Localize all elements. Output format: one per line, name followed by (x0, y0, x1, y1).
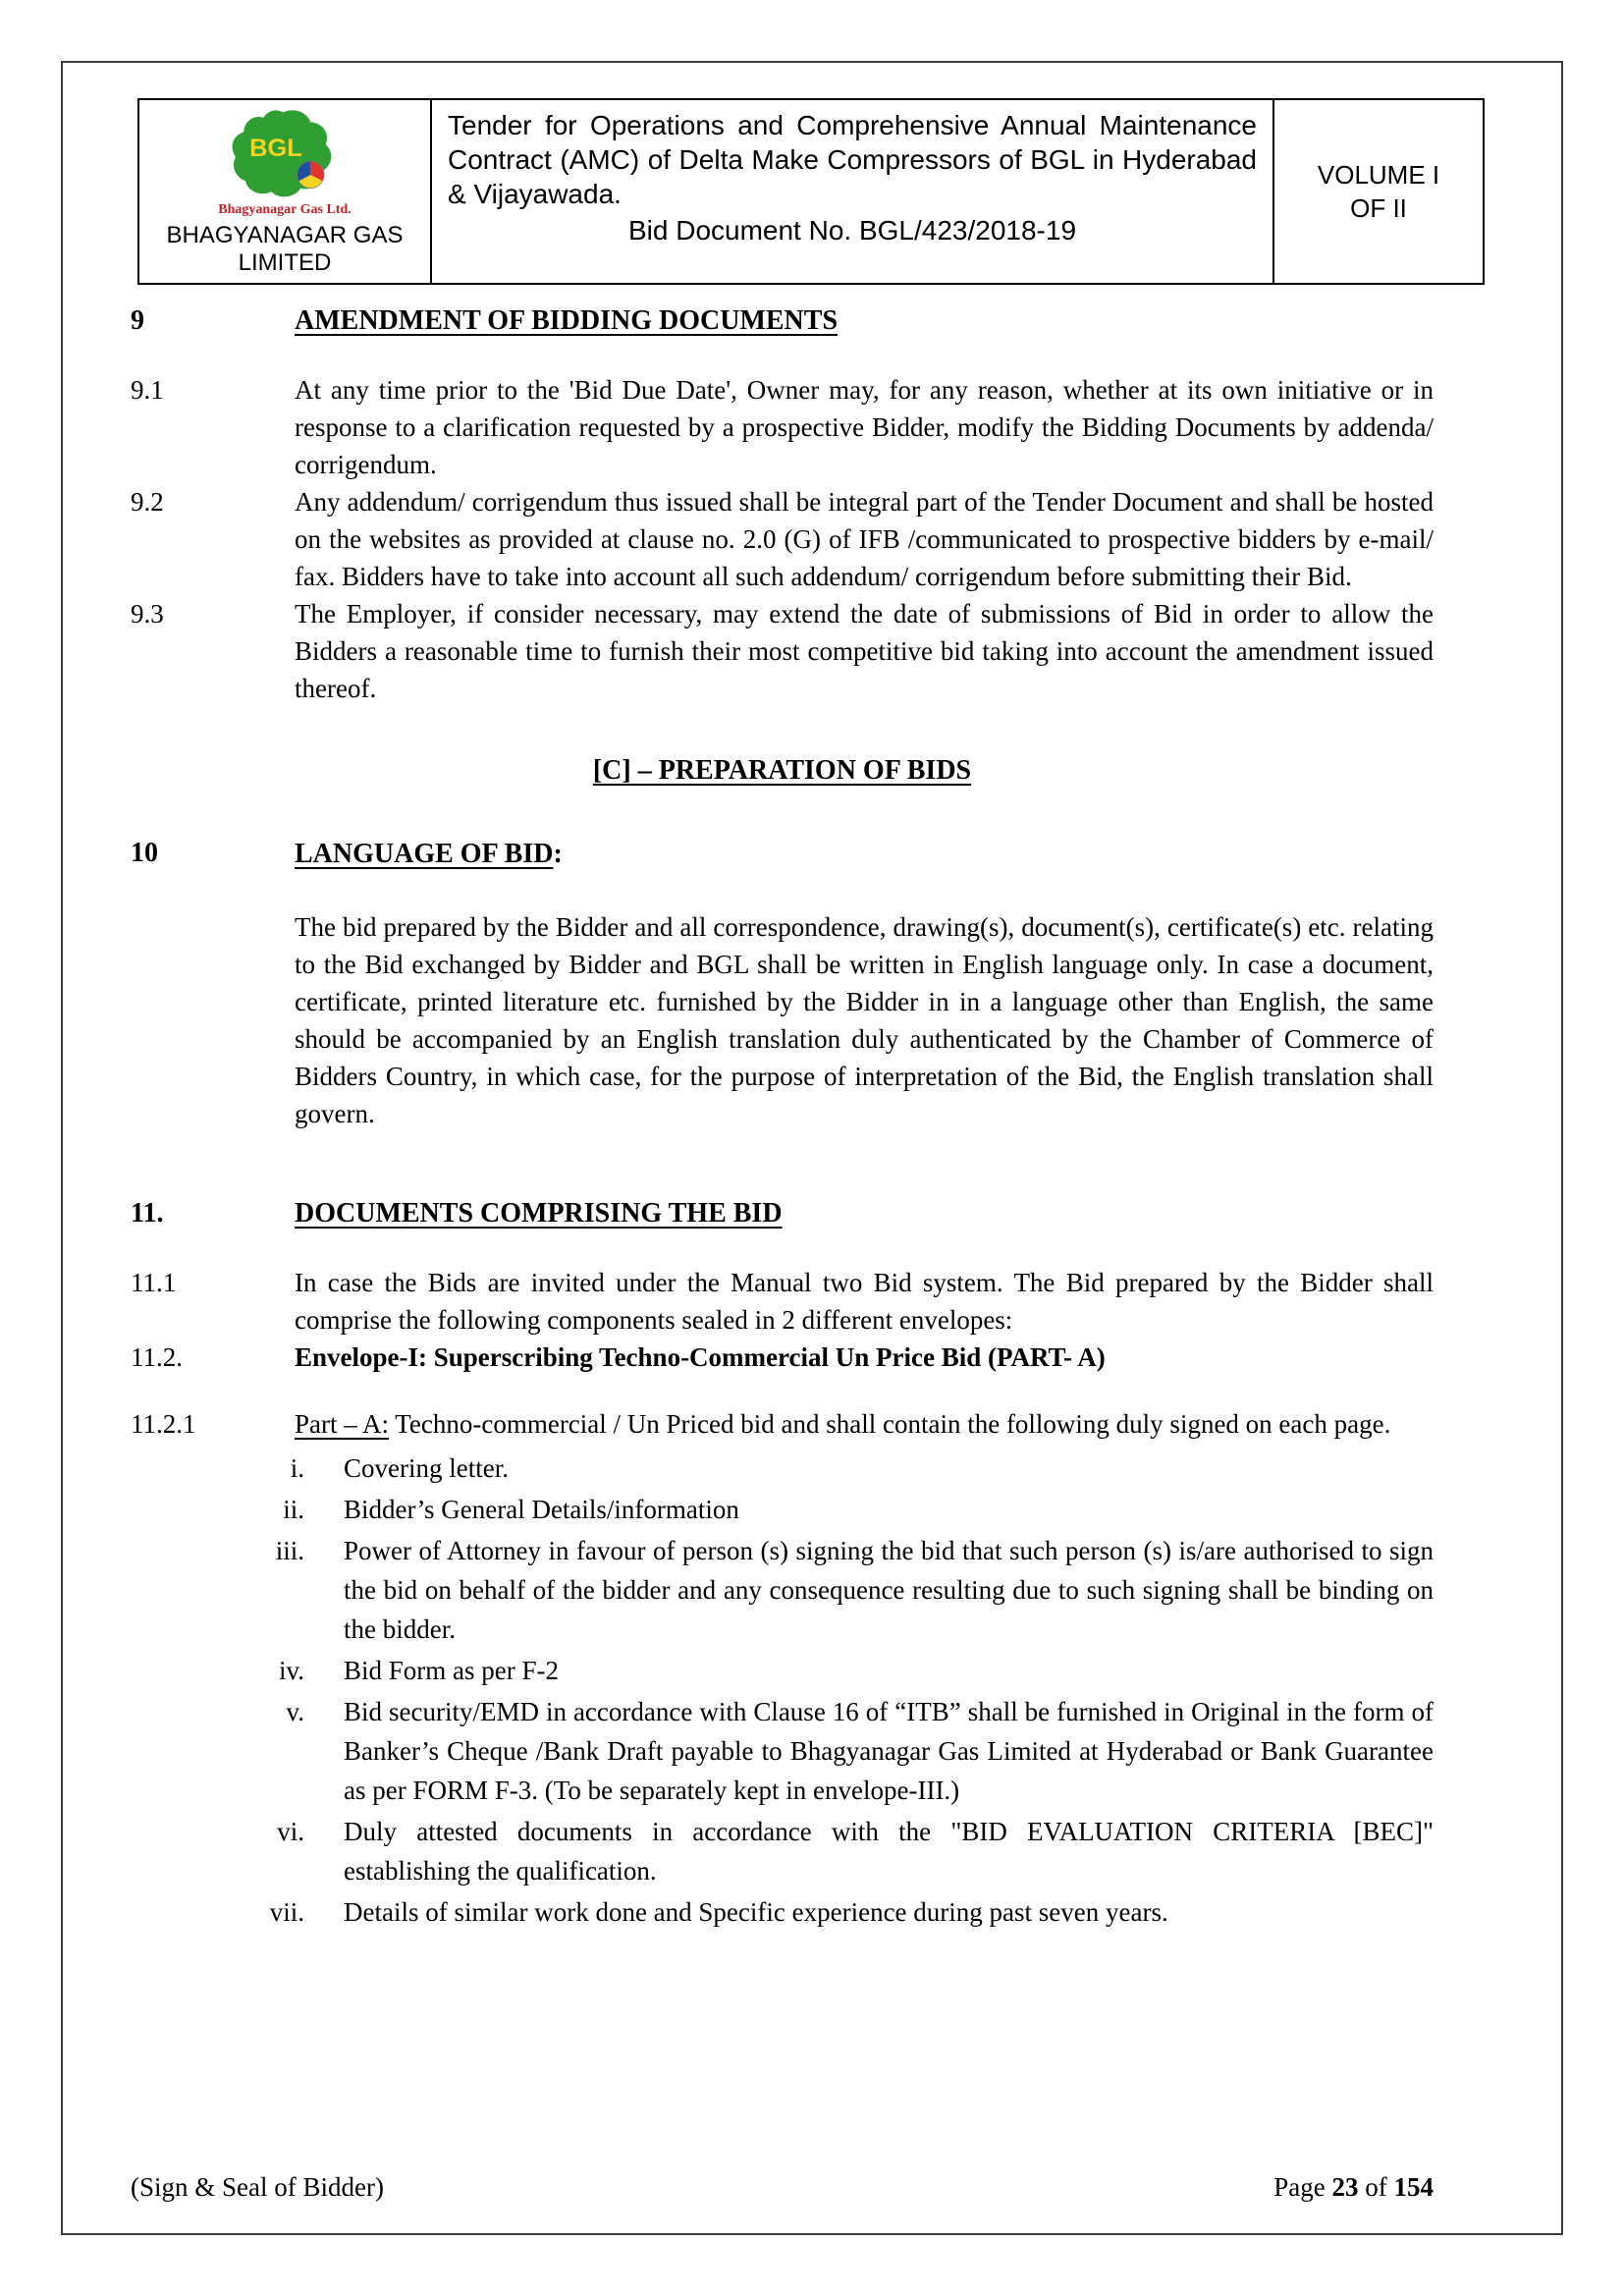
list-item-v-text: Bid security/EMD in accordance with Clause 16 of “ITB” shall be furnished in Original in the form of Banker’s Cheque /Bank Draft payable to Bhagyanagar Gas Limited at Hyderabad or Bank Guarantee as per FORM F-3. (To be separately kept in envelope-III.) (344, 1697, 1434, 1805)
list-item-vi-text: Duly attested documents in accordance with the "BID EVALUATION CRITERIA [BEC]" establishing the qualification. (344, 1817, 1434, 1886)
list-item-ii-text: Bidder’s General Details/information (344, 1495, 739, 1524)
list-item-iv-marker: iv. (279, 1656, 304, 1685)
part-c-heading: [C] – PREPARATION OF BIDS (592, 755, 972, 786)
page-number-indicator (1273, 2168, 1434, 2206)
clause-9-1-number: 9.1 (131, 375, 164, 405)
company-name-line2: LIMITED (238, 249, 332, 276)
list-item-v-marker: v. (286, 1697, 304, 1726)
section-11-heading-row (131, 1195, 1434, 1232)
clause-11-2-1-body: Techno-commercial / Un Priced bid and shall contain the following duly signed on each page. (389, 1409, 1391, 1439)
section-11-number: 11. (131, 1198, 164, 1229)
clause-11-2-1 (131, 1405, 1434, 1443)
section-10-title-colon: : (553, 839, 563, 869)
list-item-iv (131, 1651, 1434, 1690)
list-item-vii (131, 1892, 1434, 1932)
page-label: Page (1273, 2172, 1332, 2202)
clause-11-2-text: Envelope-I: Superscribing Techno-Commercial Un Price Bid (PART- A) (295, 1342, 1106, 1372)
page-number-value: 23 (1331, 2172, 1359, 2202)
clause-9-1-text: At any time prior to the 'Bid Due Date', Owner may, for any reason, whether at its own initiative or in response to a clarification requested by a prospective Bidder, modify the Bidding Documents by addenda/ corrigendum. (295, 375, 1434, 479)
page-total-value: 154 (1393, 2172, 1434, 2202)
volume-line1: VOLUME I (1317, 160, 1440, 190)
volume-line2: OF II (1350, 193, 1407, 223)
clause-11-2-number: 11.2. (131, 1342, 183, 1372)
list-item-i-marker: i. (290, 1453, 304, 1483)
bid-document-number: Bid Document No. BGL/423/2018-19 (627, 215, 1077, 246)
volume-cell (1274, 100, 1483, 283)
list-item-vi-marker: vi. (277, 1817, 304, 1846)
logo-globe-icon (298, 161, 324, 188)
page-of-label: of (1358, 2172, 1394, 2202)
list-item-ii-marker: ii. (283, 1495, 304, 1524)
list-item-i-text: Covering letter. (344, 1453, 509, 1483)
clause-10-body: The bid prepared by the Bidder and all correspondence, drawing(s), document(s), certificate(s) etc. relating to the Bid exchanged by Bidder and BGL shall be written in English language only. In case a document, certificate, printed literature etc. furnished by the Bidder in in a language other than English, the same should be accompanied by an English translation duly authenticated by the Chamber of Commerce of Bidders Country, in which case, for the purpose of interpretation of the Bid, the English translation shall govern. (295, 912, 1434, 1128)
section-11-title: DOCUMENTS COMPRISING THE BID (295, 1198, 783, 1229)
list-item-iii (131, 1531, 1434, 1649)
clause-9-3 (131, 595, 1434, 707)
section-9-heading-row (131, 302, 1434, 340)
bgl-logo-icon (227, 108, 343, 202)
clause-9-2-number: 9.2 (131, 487, 164, 517)
section-10-heading-row (131, 835, 1434, 873)
part-a-document-list (131, 1449, 1434, 1932)
company-name-line1: BHAGYANAGAR GAS (166, 222, 404, 248)
document-body (131, 302, 1434, 1934)
list-item-iii-marker: iii. (275, 1536, 304, 1565)
section-10-title-text: LANGUAGE OF BID (295, 839, 554, 869)
logo-tagline: Bhagyanagar Gas Ltd. (218, 202, 352, 217)
section-9-number: 9 (131, 305, 144, 336)
clause-9-2 (131, 483, 1434, 595)
clause-11-2 (131, 1339, 1434, 1376)
list-item-vii-text: Details of similar work done and Specific experience during past seven years. (344, 1897, 1168, 1927)
section-10-number: 10 (131, 838, 158, 868)
logo-cell (139, 100, 432, 283)
company-name (167, 222, 404, 277)
list-item-ii (131, 1490, 1434, 1529)
tender-title: Tender for Operations and Comprehensive Annual Maintenance Contract (AMC) of Delta Make Compressors of BGL in Hyderabad & Vijayawada. (448, 110, 1257, 209)
clause-11-1-number: 11.1 (131, 1268, 177, 1297)
clause-11-2-1-text (295, 1405, 1434, 1443)
logo-acronym: BGL (249, 134, 302, 162)
title-cell (432, 100, 1274, 283)
list-item-i (131, 1449, 1434, 1488)
list-item-vii-marker: vii. (269, 1897, 304, 1927)
list-item-vi (131, 1812, 1434, 1890)
section-9-title: AMENDMENT OF BIDDING DOCUMENTS (295, 305, 839, 336)
list-item-iv-text: Bid Form as per F-2 (344, 1656, 559, 1685)
list-item-v (131, 1692, 1434, 1810)
clause-11-2-1-label: Part – A: (295, 1409, 390, 1439)
document-header (137, 98, 1485, 285)
sign-seal-note: (Sign & Seal of Bidder) (131, 2172, 384, 2202)
list-item-iii-text: Power of Attorney in favour of person (s) signing the bid that such person (s) is/are authorised to sign the bid on behalf of the bidder and any consequence resulting due to such signing shall be binding on the bidder. (344, 1536, 1434, 1644)
section-10-title (295, 835, 563, 873)
clause-11-1 (131, 1264, 1434, 1339)
clause-11-2-1-number: 11.2.1 (131, 1409, 196, 1439)
clause-9-2-text: Any addendum/ corrigendum thus issued shall be integral part of the Tender Document and shall be hosted on the websites as provided at clause no. 2.0 (G) of IFB /communicated to prospective bidders by e-mail/ fax. Bidders have to take into account all such addendum/ corrigendum before submitting their Bid. (295, 487, 1434, 591)
clause-9-1 (131, 371, 1434, 483)
clause-9-3-number: 9.3 (131, 599, 164, 629)
clause-9-3-text: The Employer, if consider necessary, may extend the date of submissions of Bid in order to allow the Bidders a reasonable time to furnish their most competitive bid taking into account the amendment issued thereof. (295, 599, 1434, 703)
page-footer (131, 2168, 1434, 2206)
clause-11-1-text: In case the Bids are invited under the Manual two Bid system. The Bid prepared by the Bidder shall comprise the following components sealed in 2 different envelopes: (295, 1268, 1434, 1335)
